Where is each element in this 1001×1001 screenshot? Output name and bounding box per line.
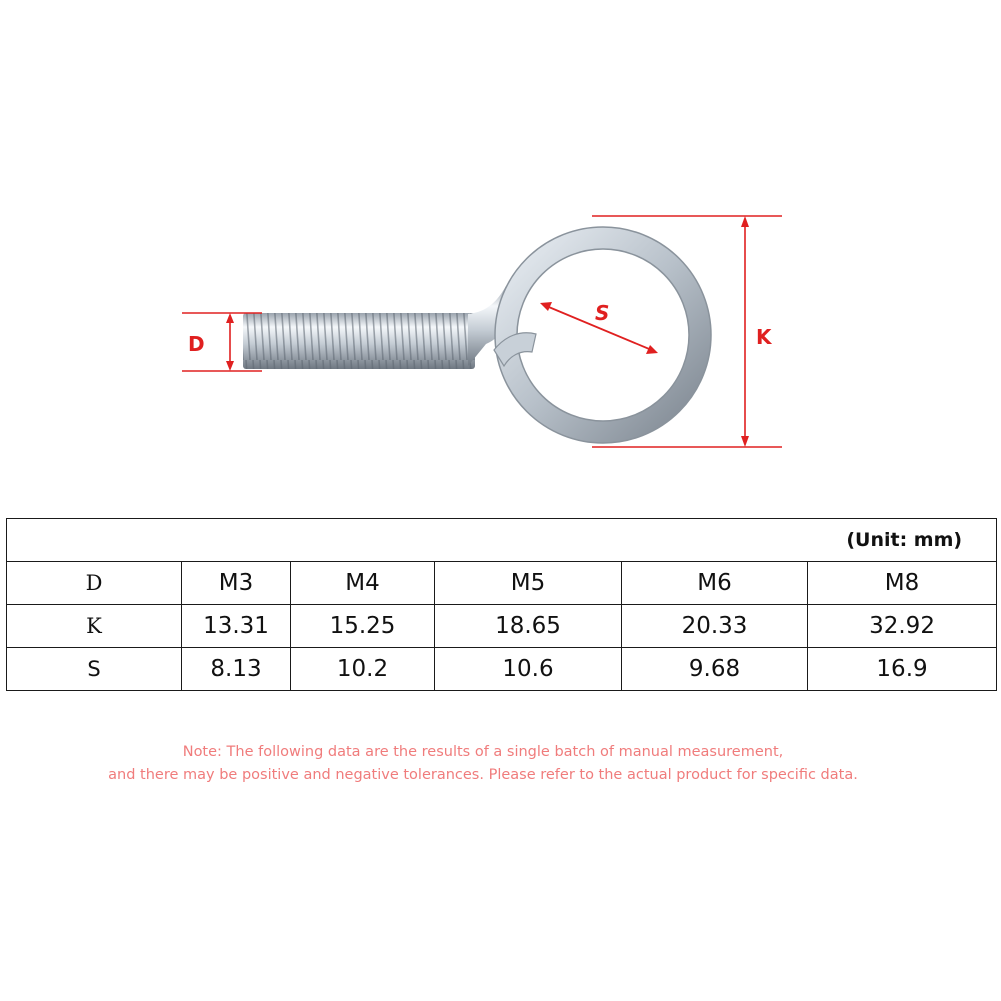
table-cell: 13.31: [182, 605, 291, 648]
table-cell: 16.9: [808, 648, 997, 691]
dimension-s-label: S: [595, 301, 610, 325]
row-label-s: S: [7, 648, 182, 691]
row-label-d: D: [7, 562, 182, 605]
dimension-k-label: K: [756, 325, 772, 349]
unit-row: [7, 519, 997, 562]
eye-bolt-diagram: [0, 0, 1001, 500]
table-cell: 9.68: [622, 648, 808, 691]
spec-table: [6, 518, 997, 691]
table-cell: 10.2: [291, 648, 435, 691]
table-cell: 10.6: [435, 648, 622, 691]
table-cell: 15.25: [291, 605, 435, 648]
table-cell: M5: [435, 562, 622, 605]
table-cell: M8: [808, 562, 997, 605]
table-row: [7, 562, 997, 605]
dimension-d-label: D: [188, 332, 205, 356]
threaded-shank: [243, 286, 522, 369]
note-line-1: Note: The following data are the results of a single batch of manual measurement,: [182, 744, 784, 760]
table-cell: 20.33: [622, 605, 808, 648]
table-cell: 8.13: [182, 648, 291, 691]
table-cell: 18.65: [435, 605, 622, 648]
unit-label: (Unit: mm): [7, 519, 997, 562]
table-row: [7, 648, 997, 691]
table-cell: M4: [291, 562, 435, 605]
row-label-k: K: [7, 605, 182, 648]
measurement-note: [0, 741, 966, 787]
dimension-s: [540, 301, 658, 354]
eye-ring: [494, 227, 711, 443]
note-line-2: and there may be positive and negative tolerances. Please refer to the actual product for specific data.: [108, 767, 858, 783]
table-cell: M6: [622, 562, 808, 605]
table-cell: 32.92: [808, 605, 997, 648]
table-cell: M3: [182, 562, 291, 605]
table-row: [7, 605, 997, 648]
